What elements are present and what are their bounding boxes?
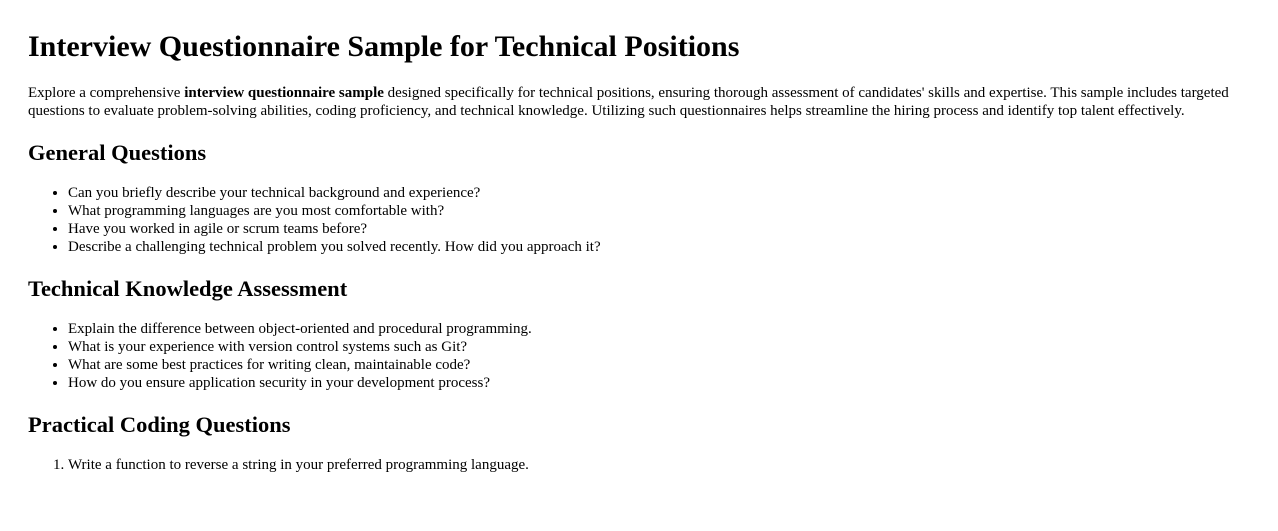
section-heading-coding: Practical Coding Questions [28, 412, 291, 437]
list-item: • What are some best practices for writing clean, maintainable code? [68, 356, 1250, 374]
list-item: • What is your experience with version control systems such as Git? [68, 338, 1250, 356]
section-heading-general: General Questions [28, 140, 207, 165]
list-item: • How do you ensure application security in your development process? [68, 374, 1250, 392]
list-item: • Have you worked in agile or scrum teams before? [68, 220, 1250, 238]
intro-text-start: Explore a comprehensive [28, 85, 185, 101]
intro-bold-phrase: interview questionnaire sample [184, 85, 384, 101]
list-item: • Describe a challenging technical problem you solved recently. How did you approach it? [68, 238, 1250, 256]
intro-text-end: designed specifically for technical positions, ensuring thorough assessment of candidates' skills and expertise. This sample includes targeted questions to evaluate problem-solving abilities, coding proficiency, and technical knowledge. Utilizing such questionnaires helps streamline the hiring process and identify top talent effectively. [28, 85, 1229, 119]
page-title: Interview Questionnaire Sample for Technical Positions [28, 30, 740, 63]
list-item: 1. Write a function to reverse a string in your preferred programming language. [68, 456, 1250, 474]
coding-questions-list [28, 456, 1250, 474]
list-item: • Can you briefly describe your technical background and experience? [68, 184, 1250, 202]
section-heading-technical: Technical Knowledge Assessment [28, 276, 348, 301]
general-questions-list [28, 184, 1250, 256]
list-item: • Explain the difference between object-oriented and procedural programming. [68, 320, 1250, 338]
list-item: • What programming languages are you most comfortable with? [68, 202, 1250, 220]
document-page [0, 30, 1278, 474]
intro-paragraph [28, 84, 1250, 120]
technical-knowledge-list [28, 320, 1250, 392]
